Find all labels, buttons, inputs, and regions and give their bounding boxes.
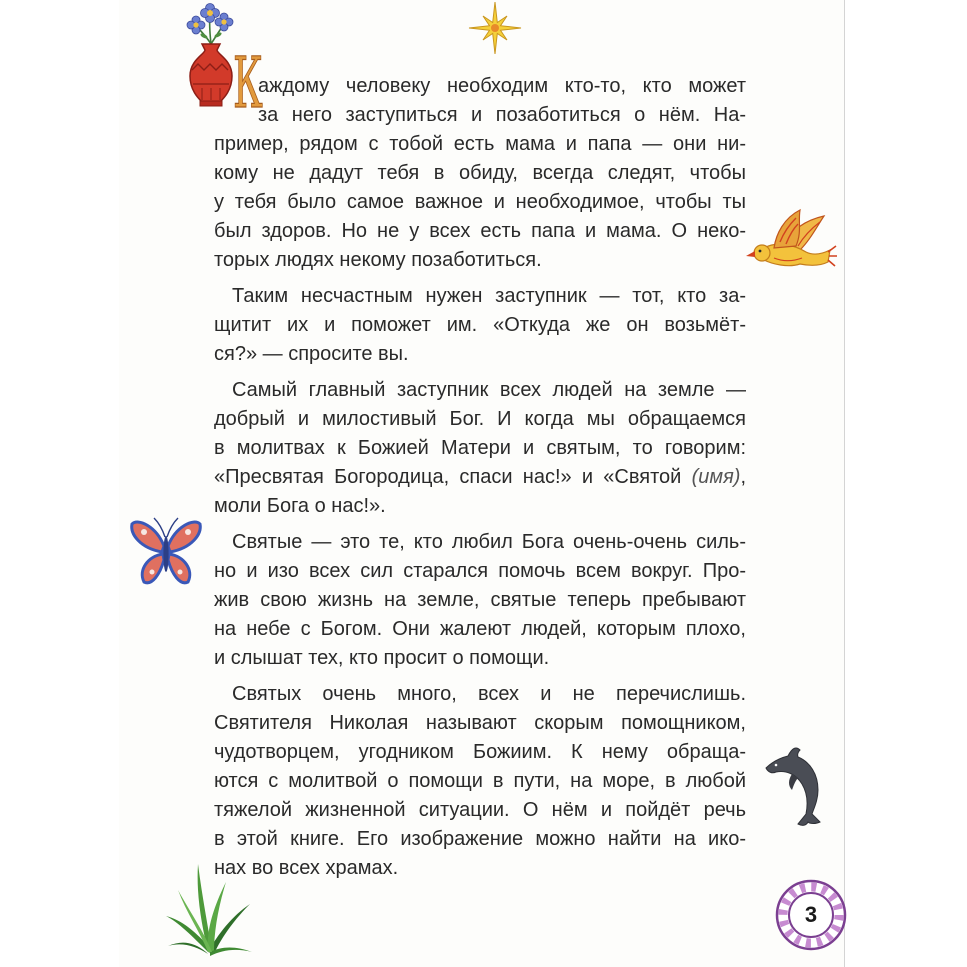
text-line: Таким несчастным нужен заступник — тот, кто за- (232, 285, 746, 307)
text-line: аждому человеку необходим кто-то, кто может (258, 75, 746, 97)
paragraph (214, 282, 746, 369)
text-line: в этой книге. Его изображение можно найти на ико- (214, 828, 746, 850)
text-line: в молитвах к Божией Матери и святым, то говорим: (214, 437, 746, 459)
text-line: Святые — это те, кто любил Бога очень-очень силь- (232, 531, 746, 553)
dolphin-icon (762, 744, 834, 828)
text-segment: , (740, 466, 746, 488)
text-line (214, 463, 746, 492)
bird-icon (744, 206, 838, 284)
body-text (214, 72, 746, 883)
text-line: чудотворцем, угодником Божиим. К нему обраща- (214, 741, 746, 763)
text-line: у тебя было самое важное и необходимое, чтобы ты (214, 191, 746, 213)
butterfly-icon (128, 512, 204, 590)
paragraph (214, 680, 746, 883)
text-line: добрый и милостивый Бог. И когда мы обращаемся (214, 408, 746, 430)
star-icon (466, 0, 524, 58)
text-line: но и изо всех сил старался помочь всем вокруг. Про- (214, 560, 746, 582)
text-line: жив свою жизнь на земле, святые теперь пребывают (214, 589, 746, 611)
page-number: 3 (804, 902, 818, 927)
paragraph (214, 376, 746, 521)
text-line: ются с молитвой о помощи в пути, на море, в любой (214, 770, 746, 792)
text-line: и слышат тех, кто просит о помощи. (214, 647, 550, 669)
text-segment: «Пресвятая Богородица, спаси нас!» и «Святой (214, 466, 692, 488)
text-line: на небе с Богом. Они жалеют людей, которым плохо, (214, 618, 746, 640)
text-line: Святителя Николая называют скорым помощником, (214, 712, 746, 734)
text-line: Святых очень много, всех и не перечислишь. (232, 683, 746, 705)
text-line: моли Бога о нас!». (214, 495, 386, 517)
text-line: торых людях некому позаботиться. (214, 249, 542, 271)
text-line: нах во всех храмах. (214, 857, 399, 879)
text-line: был здоров. Но не у всех есть папа и мама. О неко- (214, 220, 746, 242)
paragraph (214, 72, 746, 275)
text-line: ся?» — спросите вы. (214, 343, 409, 365)
drop-cap: К (233, 42, 263, 124)
text-line: пример, рядом с тобой есть мама и папа — они ни- (214, 133, 746, 155)
text-line: кому не дадут тебя в обиду, всегда следят, чтобы (214, 162, 746, 184)
text-line: щитит их и поможет им. «Откуда же он возьмёт- (214, 314, 746, 336)
paragraph (214, 528, 746, 673)
text-line: за него заступиться и позаботиться о нём. На- (258, 104, 746, 126)
italic-placeholder: (имя) (691, 466, 741, 488)
text-line: Самый главный заступник всех людей на земле — (232, 379, 746, 401)
text-line: тяжелой жизненной ситуации. О нём и пойдёт речь (214, 799, 746, 821)
